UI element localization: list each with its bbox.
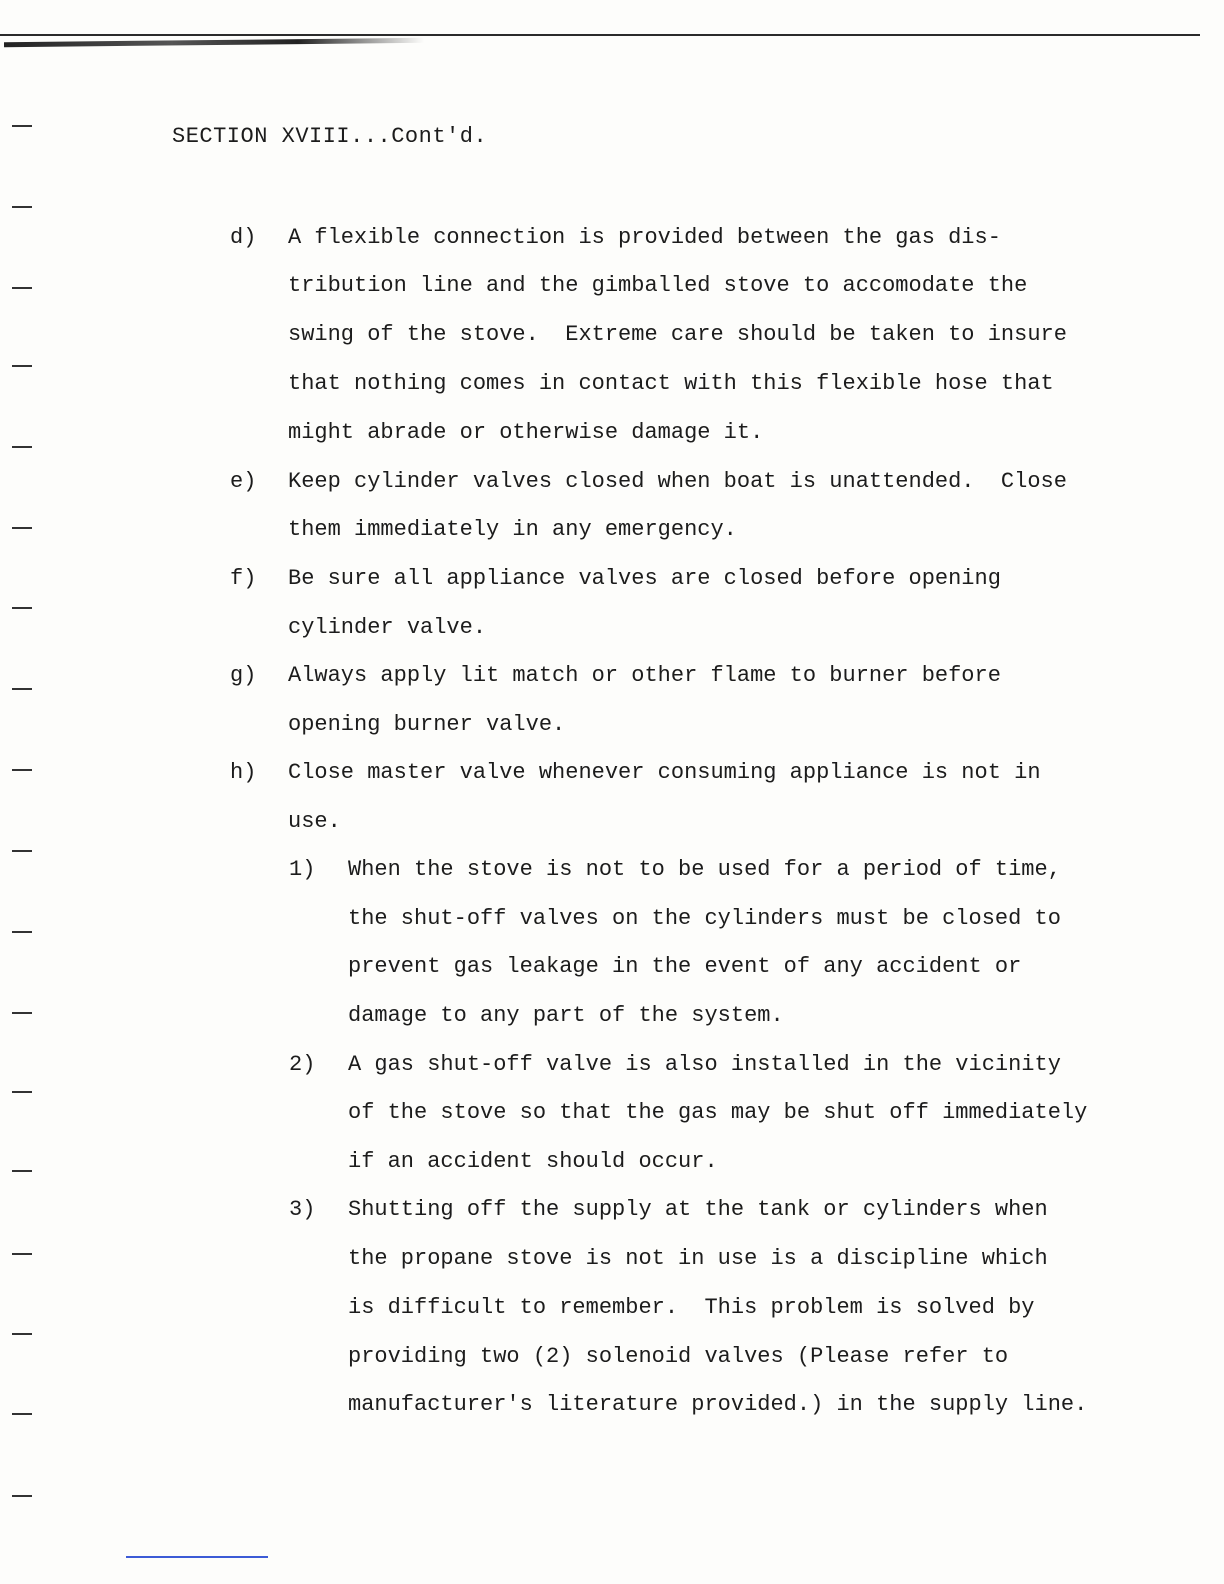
item-label-f: f) [230,566,257,591]
margin-tick [12,1091,32,1093]
item-f-line: cylinder valve. [288,615,487,640]
margin-tick [12,446,32,448]
subitem-2-line: if an accident should occur. [348,1149,718,1174]
subitem-1-line: the shut-off valves on the cylinders must be closed to [348,906,1061,931]
subitem-label-3: 3) [289,1197,316,1222]
item-f-line: Be sure all appliance valves are closed before opening [288,566,1001,591]
item-d-line: tribution line and the gimballed stove to accomodate the [288,273,1028,298]
margin-tick [12,1012,32,1014]
subitem-label-1: 1) [289,857,316,882]
top-rule [0,34,1200,36]
margin-tick [12,931,32,933]
subitem-2-line: A gas shut-off valve is also installed in the vicinity [348,1052,1061,1077]
margin-tick [12,1333,32,1335]
margin-tick [12,287,32,289]
item-label-d: d) [230,225,257,250]
item-label-e: e) [230,469,257,494]
subitem-3-line: manufacturer's literature provided.) in the supply line. [348,1392,1088,1417]
item-label-h: h) [230,760,257,785]
item-g-line: opening burner valve. [288,712,566,737]
subitem-label-2: 2) [289,1052,316,1077]
margin-tick [12,1253,32,1255]
margin-tick [12,1495,32,1497]
bottom-rule [126,1556,268,1558]
subitem-1-line: damage to any part of the system. [348,1003,784,1028]
margin-tick [12,688,32,690]
margin-tick [12,365,32,367]
item-e-line: Keep cylinder valves closed when boat is unattended. Close [288,469,1067,494]
item-e-line: them immediately in any emergency. [288,517,737,542]
subitem-3-line: is difficult to remember. This problem is solved by [348,1295,1035,1320]
margin-tick [12,1170,32,1172]
item-h-line: use. [288,809,341,834]
top-rule-heavy [4,38,424,47]
item-d-line: swing of the stove. Extreme care should be taken to insure [288,322,1067,347]
margin-tick [12,206,32,208]
subitem-1-line: When the stove is not to be used for a period of time, [348,857,1061,882]
item-g-line: Always apply lit match or other flame to burner before [288,663,1001,688]
margin-tick [12,769,32,771]
section-heading: SECTION XVIII...Cont'd. [172,124,488,149]
margin-tick [12,125,32,127]
subitem-3-line: Shutting off the supply at the tank or cylinders when [348,1197,1048,1222]
subitem-3-line: providing two (2) solenoid valves (Please refer to [348,1344,1009,1369]
item-label-g: g) [230,663,257,688]
margin-tick [12,1413,32,1415]
item-d-line: might abrade or otherwise damage it. [288,420,764,445]
subitem-2-line: of the stove so that the gas may be shut off immediately [348,1100,1088,1125]
subitem-1-line: prevent gas leakage in the event of any accident or [348,954,1022,979]
item-d-line: that nothing comes in contact with this flexible hose that [288,371,1054,396]
margin-tick [12,527,32,529]
item-h-line: Close master valve whenever consuming appliance is not in [288,760,1041,785]
item-d-line: A flexible connection is provided between the gas dis- [288,225,1001,250]
margin-tick [12,607,32,609]
margin-tick [12,850,32,852]
subitem-3-line: the propane stove is not in use is a discipline which [348,1246,1048,1271]
